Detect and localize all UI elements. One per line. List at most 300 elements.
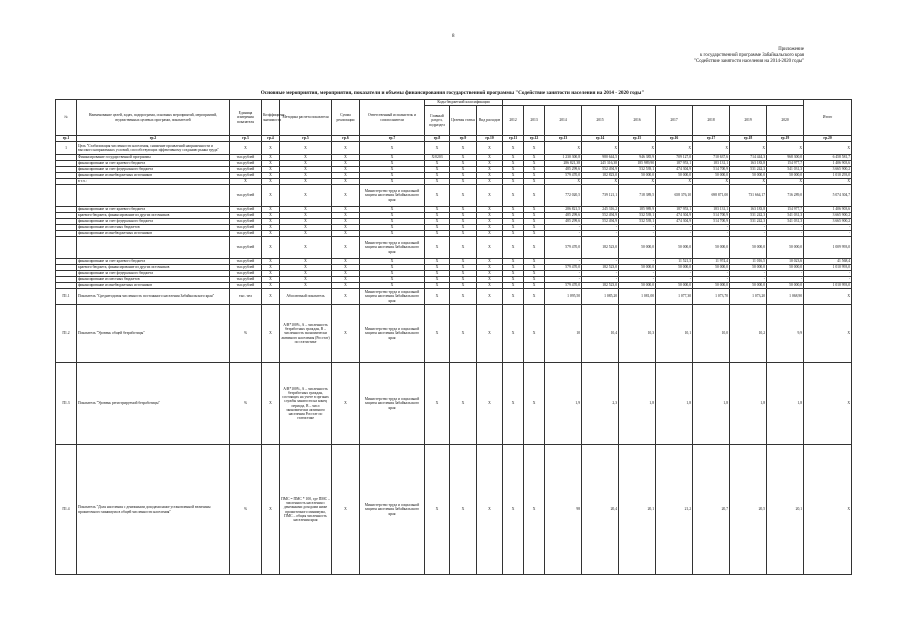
cell-sum: X bbox=[332, 271, 360, 277]
cell-y19: 50 000,0 bbox=[730, 265, 767, 271]
cell-y18: 183 131,1 bbox=[693, 207, 730, 213]
cell-y16: 185 989,9 bbox=[619, 207, 656, 213]
cell-gl: X bbox=[425, 259, 450, 265]
table-row bbox=[56, 142, 852, 155]
cell-y17: 658 376,10 bbox=[656, 185, 693, 207]
cell-tot: 3 665 900,2 bbox=[804, 167, 852, 173]
cell-y14: X bbox=[545, 179, 582, 185]
table-row bbox=[56, 289, 852, 305]
cell-y14: - bbox=[545, 277, 582, 283]
page-number: 8 bbox=[452, 34, 455, 39]
cell-resp: Министерство труда и социальной защиты населения Забайкальского края bbox=[360, 363, 425, 445]
cell-resp: X bbox=[360, 271, 425, 277]
cell-name: Цель "Стабилизация численности населения, снижение проявлений напряженности и высокого напряженных условий, способствующих эффективному созданию рынка труда" bbox=[77, 142, 230, 155]
cell-y20: X bbox=[767, 142, 804, 155]
cell-y20: 968 300,0 bbox=[767, 155, 804, 161]
cell-y19: 50 000,0 bbox=[730, 237, 767, 259]
cell-vr: X bbox=[477, 283, 503, 289]
cell-coef: X bbox=[262, 259, 280, 265]
cell-tot: 41 568,4 bbox=[804, 259, 852, 265]
cell-y15: 739 121,1 bbox=[582, 185, 619, 207]
cell-method: X bbox=[280, 219, 332, 225]
cell-gl: X bbox=[425, 265, 450, 271]
cell-y20: 50 000,0 bbox=[767, 283, 804, 289]
cell-y16: 1 081,00 bbox=[619, 289, 656, 305]
cell-y13: X bbox=[524, 277, 545, 283]
colnum: гр.4 bbox=[262, 136, 280, 142]
cell-y17: 50 000,0 bbox=[656, 283, 693, 289]
cell-y17: - bbox=[656, 271, 693, 277]
cell-y13: X bbox=[524, 207, 545, 213]
table-row bbox=[56, 237, 852, 259]
cell-name: Показатель "Среднегодовая численность постоянного населения Забайкальского края" bbox=[77, 289, 230, 305]
cell-gl: X bbox=[425, 231, 450, 237]
cell-y17: 50 000,0 bbox=[656, 237, 693, 259]
cell-resp: X bbox=[360, 161, 425, 167]
cell-resp: X bbox=[360, 173, 425, 179]
cell-cs: X bbox=[450, 213, 477, 219]
cell-y17: X bbox=[656, 142, 693, 155]
program-table-container bbox=[55, 99, 851, 617]
cell-y20: 541 031,3 bbox=[767, 219, 804, 225]
cell-y12: X bbox=[503, 167, 524, 173]
cell-vr: X bbox=[477, 161, 503, 167]
cell-coef: X bbox=[262, 167, 280, 173]
cell-y16: 10,3 bbox=[619, 305, 656, 363]
cell-y20: 10 023,6 bbox=[767, 259, 804, 265]
cell-y13: X bbox=[524, 363, 545, 445]
cell-unit: тыс.рублей bbox=[230, 185, 262, 207]
cell-sum: X bbox=[332, 283, 360, 289]
cell-y17: - bbox=[656, 277, 693, 283]
colnum: гр.11 bbox=[503, 136, 524, 142]
cell-unit: тыс.рублей bbox=[230, 167, 262, 173]
cell-resp: X bbox=[360, 219, 425, 225]
cell-resp: X bbox=[360, 231, 425, 237]
cell-tot: 6 458 581,7 bbox=[804, 155, 852, 161]
cell-name: Показатель "Уровень регистрируемой безработицы" bbox=[77, 363, 230, 445]
cell-y13: X bbox=[524, 259, 545, 265]
cell-name: в т.ч.: bbox=[77, 179, 230, 185]
cell-y18: 50 000,0 bbox=[693, 283, 730, 289]
cell-method: X bbox=[280, 259, 332, 265]
cell-cs: X bbox=[450, 283, 477, 289]
cell-y16: - bbox=[619, 271, 656, 277]
cell-y19: 531 242,3 bbox=[730, 167, 767, 173]
cell-resp: X bbox=[360, 207, 425, 213]
cell-y13: X bbox=[524, 283, 545, 289]
cell-y18: 710 637,6 bbox=[693, 155, 730, 161]
appendix-line-2: к государственной программе Забайкальского края bbox=[700, 53, 804, 58]
header-year: 2017 bbox=[656, 106, 693, 136]
cell-gl: X bbox=[425, 179, 450, 185]
cell-gl: X bbox=[425, 445, 450, 575]
cell-y14: - bbox=[545, 231, 582, 237]
cell-y12: X bbox=[503, 259, 524, 265]
cell-cs: X bbox=[450, 289, 477, 305]
cell-y16: 532 539,1 bbox=[619, 167, 656, 173]
cell-y16: - bbox=[619, 277, 656, 283]
cell-y16: 532 539,1 bbox=[619, 219, 656, 225]
cell-y12: X bbox=[503, 445, 524, 575]
cell-gl: X bbox=[425, 289, 450, 305]
cell-y13: X bbox=[524, 225, 545, 231]
cell-y16: - bbox=[619, 259, 656, 265]
cell-name: финансирование за счет федерального бюджета bbox=[77, 219, 230, 225]
cell-y12: X bbox=[503, 283, 524, 289]
cell-cs: X bbox=[450, 259, 477, 265]
cell-y12: X bbox=[503, 173, 524, 179]
cell-resp: X bbox=[360, 277, 425, 283]
cell-sum: X bbox=[332, 167, 360, 173]
cell-unit: тыс.рублей bbox=[230, 231, 262, 237]
cell-vr: X bbox=[477, 155, 503, 161]
cell-method: X bbox=[280, 207, 332, 213]
cell-y14: 485 299,6 bbox=[545, 213, 582, 219]
cell-coef: X bbox=[262, 142, 280, 155]
cell-y17: 474 304,9 bbox=[656, 213, 693, 219]
cell-name: финансирование за счет краевого бюджета bbox=[77, 207, 230, 213]
cell-y18: 50 000,0 bbox=[693, 265, 730, 271]
cell-y15: X bbox=[582, 142, 619, 155]
cell-vr: X bbox=[477, 213, 503, 219]
cell-cs: X bbox=[450, 207, 477, 213]
header-year: 2019 bbox=[730, 106, 767, 136]
cell-method: X bbox=[280, 185, 332, 207]
cell-y13: X bbox=[524, 173, 545, 179]
cell-y16: 50 000,0 bbox=[619, 173, 656, 179]
cell-y13: X bbox=[524, 167, 545, 173]
header-year: 2014 bbox=[545, 106, 582, 136]
cell-y13: X bbox=[524, 265, 545, 271]
cell-y13: X bbox=[524, 445, 545, 575]
cell-tot: X bbox=[804, 289, 852, 305]
cell-y15: - bbox=[582, 259, 619, 265]
cell-method: X bbox=[280, 161, 332, 167]
cell-y19: - bbox=[730, 231, 767, 237]
cell-unit: тыс.рублей bbox=[230, 219, 262, 225]
cell-unit: тыс.рублей bbox=[230, 207, 262, 213]
cell-tot: 3 665 900,2 bbox=[804, 213, 852, 219]
cell-y19: 20,5 bbox=[730, 445, 767, 575]
cell-y20: 50 000,0 bbox=[767, 173, 804, 179]
cell-y16: X bbox=[619, 142, 656, 155]
table-row bbox=[56, 445, 852, 575]
cell-method: X bbox=[280, 142, 332, 155]
cell-cs: X bbox=[450, 155, 477, 161]
cell-coef: X bbox=[262, 179, 280, 185]
header-unit: Единица измерения показателя bbox=[230, 100, 262, 136]
cell-no: П1.4 bbox=[56, 445, 77, 575]
cell-method: X bbox=[280, 237, 332, 259]
cell-cs: X bbox=[450, 225, 477, 231]
colnum: гр.2 bbox=[77, 136, 230, 142]
cell-name: финансирование из внебюджетных источников bbox=[77, 283, 230, 289]
colnum: гр.1 bbox=[56, 136, 77, 142]
cell-vr: X bbox=[477, 277, 503, 283]
cell-coef: X bbox=[262, 289, 280, 305]
colnum: гр.15 bbox=[619, 136, 656, 142]
cell-y18: 11 974,4 bbox=[693, 259, 730, 265]
cell-y15: 10,4 bbox=[582, 305, 619, 363]
colnum: гр.13 bbox=[545, 136, 582, 142]
cell-y15: 182 523,0 bbox=[582, 265, 619, 271]
cell-cs: X bbox=[450, 265, 477, 271]
cell-name bbox=[77, 185, 230, 207]
cell-y15: 980 644,5 bbox=[582, 155, 619, 161]
cell-y15: 2,3 bbox=[582, 363, 619, 445]
cell-name: Показатель "Доля населения с денежными доходами ниже установленной величины прожиточного минимума в общей численности населения" bbox=[77, 445, 230, 575]
cell-y19: 1 073,20 bbox=[730, 289, 767, 305]
cell-y18: - bbox=[693, 231, 730, 237]
cell-tot: X bbox=[804, 363, 852, 445]
cell-y14: 485 299,6 bbox=[545, 167, 582, 173]
colnum: гр.20 bbox=[804, 136, 852, 142]
cell-y15: 245 316,38 bbox=[582, 161, 619, 167]
cell-no: 1 bbox=[56, 142, 77, 155]
header-vr: Вид расходов bbox=[477, 106, 503, 136]
cell-method: X bbox=[280, 277, 332, 283]
cell-y16: 532 539,1 bbox=[619, 213, 656, 219]
colnum: гр.7 bbox=[360, 136, 425, 142]
cell-tot: X bbox=[804, 305, 852, 363]
cell-y13: X bbox=[524, 142, 545, 155]
cell-coef: X bbox=[262, 207, 280, 213]
header-coef: Коэффициент значимости bbox=[262, 100, 280, 136]
cell-coef: X bbox=[262, 225, 280, 231]
cell-sum: X bbox=[332, 363, 360, 445]
cell-y13: X bbox=[524, 289, 545, 305]
cell-y18: 514 700,9 bbox=[693, 219, 730, 225]
cell-resp: Министерство труда и социальной защиты населения Забайкальского края bbox=[360, 185, 425, 207]
cell-sum: X bbox=[332, 219, 360, 225]
cell-y13: X bbox=[524, 271, 545, 277]
cell-unit: тыс.рублей bbox=[230, 213, 262, 219]
cell-y17: 1 077,30 bbox=[656, 289, 693, 305]
cell-y20: 1,8 bbox=[767, 363, 804, 445]
cell-cs: X bbox=[450, 185, 477, 207]
table-body bbox=[56, 142, 852, 575]
cell-name bbox=[77, 237, 230, 259]
cell-y12: X bbox=[503, 231, 524, 237]
header-no: № bbox=[56, 100, 77, 136]
cell-no: П1.3 bbox=[56, 363, 77, 445]
cell-y20: 50 000,0 bbox=[767, 237, 804, 259]
cell-unit: X bbox=[230, 179, 262, 185]
cell-name: финансирование за счет краевого бюджета bbox=[77, 259, 230, 265]
cell-method: Абсолютный показатель bbox=[280, 289, 332, 305]
cell-y14: 286 821,5 bbox=[545, 207, 582, 213]
appendix-line-1: Приложение bbox=[778, 47, 804, 52]
cell-cs: X bbox=[450, 305, 477, 363]
cell-y19: 50 000,0 bbox=[730, 283, 767, 289]
cell-y15: - bbox=[582, 277, 619, 283]
cell-name: финансирование из внебюджетных источников bbox=[77, 231, 230, 237]
cell-y16: - bbox=[619, 231, 656, 237]
cell-gl: X bbox=[425, 207, 450, 213]
cell-y12: X bbox=[503, 213, 524, 219]
cell-y15: 182 523,0 bbox=[582, 237, 619, 259]
header-year: 2015 bbox=[582, 106, 619, 136]
cell-y19: 50 000,0 bbox=[730, 173, 767, 179]
cell-y18: 20,7 bbox=[693, 445, 730, 575]
cell-y19: 531 242,3 bbox=[730, 213, 767, 219]
cell-vr: X bbox=[477, 219, 503, 225]
cell-no: П1.1 bbox=[56, 289, 77, 305]
cell-tot: 1 009 993,0 bbox=[804, 237, 852, 259]
cell-y14: 579 470,0 bbox=[545, 237, 582, 259]
cell-coef: X bbox=[262, 155, 280, 161]
cell-cs: X bbox=[450, 231, 477, 237]
table-row bbox=[56, 185, 852, 207]
cell-name: финансирование за счет краевого бюджета bbox=[77, 161, 230, 167]
cell-y13: X bbox=[524, 231, 545, 237]
cell-y19: 1,8 bbox=[730, 363, 767, 445]
cell-y16: 185 989,90 bbox=[619, 161, 656, 167]
colnum: гр.3 bbox=[230, 136, 262, 142]
cell-y19: - bbox=[730, 271, 767, 277]
cell-gl: X bbox=[425, 277, 450, 283]
cell-gl: X bbox=[425, 167, 450, 173]
cell-unit: тыс.рублей bbox=[230, 283, 262, 289]
cell-name: краевого бюджета, финансирование из других источников bbox=[77, 213, 230, 219]
cell-y16: 718 389,5 bbox=[619, 185, 656, 207]
cell-sum: X bbox=[332, 185, 360, 207]
appendix-line-3: "Содействие занятости населения на 2014-2020 годы" bbox=[694, 59, 804, 64]
cell-vr: X bbox=[477, 265, 503, 271]
cell-sum: X bbox=[332, 207, 360, 213]
cell-unit: тыс.рублей bbox=[230, 271, 262, 277]
cell-tot: X bbox=[804, 179, 852, 185]
cell-sum: X bbox=[332, 259, 360, 265]
cell-gl: X bbox=[425, 161, 450, 167]
cell-y13: X bbox=[524, 237, 545, 259]
cell-sum: X bbox=[332, 445, 360, 575]
cell-method: А/В*100%, А – численность безработных граждан, состоящих на учете в органах службы занятости на конец периода, В – числ экономически активного населения Росстат по статистике bbox=[280, 363, 332, 445]
cell-gl: X bbox=[425, 305, 450, 363]
cell-y13: X bbox=[524, 155, 545, 161]
cell-sum: X bbox=[332, 155, 360, 161]
cell-resp: X bbox=[360, 265, 425, 271]
cell-y20: 154 977,7 bbox=[767, 207, 804, 213]
cell-y19: 10,2 bbox=[730, 305, 767, 363]
cell-y17: 11 521,3 bbox=[656, 259, 693, 265]
cell-sum: X bbox=[332, 305, 360, 363]
cell-resp: X bbox=[360, 142, 425, 155]
cell-gl: X bbox=[425, 225, 450, 231]
cell-y20: 1 068,90 bbox=[767, 289, 804, 305]
cell-name: Показатель "Уровень общей безработицы" bbox=[77, 305, 230, 363]
cell-cs: X bbox=[450, 271, 477, 277]
cell-y19: 714 444,3 bbox=[730, 155, 767, 161]
document-title: Основные мероприятия, мероприятия, показатели и объемы финансирования государственной программы "Содействие занятости населения на 2014 - 2020 годы" bbox=[260, 90, 645, 96]
cell-cs: X bbox=[450, 167, 477, 173]
cell-y19: 531 242,3 bbox=[730, 219, 767, 225]
cell-unit: тыс.рублей bbox=[230, 237, 262, 259]
cell-unit: тыс.рублей bbox=[230, 277, 262, 283]
cell-gl: X bbox=[425, 173, 450, 179]
cell-method: X bbox=[280, 213, 332, 219]
cell-y12: X bbox=[503, 179, 524, 185]
cell-y17: 50 000,0 bbox=[656, 173, 693, 179]
cell-y14: 579 470,0 bbox=[545, 283, 582, 289]
cell-y18: 50 000,0 bbox=[693, 237, 730, 259]
cell-y14: - bbox=[545, 225, 582, 231]
cell-cs: X bbox=[450, 445, 477, 575]
cell-gl: X bbox=[425, 363, 450, 445]
colnum: гр.10 bbox=[477, 136, 503, 142]
cell-y20: 50 000,0 bbox=[767, 265, 804, 271]
cell-gl: X bbox=[425, 237, 450, 259]
cell-y16: 50 000,0 bbox=[619, 237, 656, 259]
cell-sum: X bbox=[332, 161, 360, 167]
cell-y16: 50 000,0 bbox=[619, 283, 656, 289]
cell-y13: X bbox=[524, 185, 545, 207]
cell-method: X bbox=[280, 173, 332, 179]
cell-y18: X bbox=[693, 142, 730, 155]
cell-y12: X bbox=[503, 289, 524, 305]
cell-name: финансирование из местных бюджетов bbox=[77, 277, 230, 283]
cell-y15: 552 494,9 bbox=[582, 213, 619, 219]
cell-y20: 154 977,7 bbox=[767, 161, 804, 167]
cell-tot: 1 010 293,0 bbox=[804, 173, 852, 179]
cell-y12: X bbox=[503, 363, 524, 445]
cell-sum: X bbox=[332, 213, 360, 219]
cell-y17: 474 304,9 bbox=[656, 219, 693, 225]
cell-vr: X bbox=[477, 142, 503, 155]
colnum: гр.9 bbox=[450, 136, 477, 142]
colnum: гр.16 bbox=[656, 136, 693, 142]
cell-vr: X bbox=[477, 237, 503, 259]
cell-y17: 10,1 bbox=[656, 305, 693, 363]
cell-vr: X bbox=[477, 289, 503, 305]
cell-y17: - bbox=[656, 225, 693, 231]
cell-y18: 514 700,9 bbox=[693, 167, 730, 173]
cell-y17: 1,8 bbox=[656, 363, 693, 445]
cell-sum: X bbox=[332, 179, 360, 185]
cell-vr: X bbox=[477, 207, 503, 213]
cell-vr: X bbox=[477, 445, 503, 575]
cell-coef: X bbox=[262, 185, 280, 207]
header-method: Методика расчета показателя bbox=[280, 100, 332, 136]
cell-y14: X bbox=[545, 142, 582, 155]
cell-y16: 20,1 bbox=[619, 445, 656, 575]
cell-sum: X bbox=[332, 237, 360, 259]
cell-coef: X bbox=[262, 213, 280, 219]
cell-y19: - bbox=[730, 277, 767, 283]
cell-vr: X bbox=[477, 225, 503, 231]
cell-sum: X bbox=[332, 265, 360, 271]
cell-y14: 485 299,6 bbox=[545, 219, 582, 225]
cell-y16: 946 385,9 bbox=[619, 155, 656, 161]
header-cs: Целевая статья bbox=[450, 106, 477, 136]
cell-method: X bbox=[280, 179, 332, 185]
cell-tot: - bbox=[804, 231, 852, 237]
cell-method: X bbox=[280, 271, 332, 277]
cell-coef: X bbox=[262, 173, 280, 179]
cell-tot: - bbox=[804, 277, 852, 283]
header-year: 2018 bbox=[693, 106, 730, 136]
cell-method: А/В*100%, А – численность безработных граждан, В – численность экономически активного населения (Росстат) по статистике bbox=[280, 305, 332, 363]
cell-y14: - bbox=[545, 259, 582, 265]
cell-method: X bbox=[280, 225, 332, 231]
cell-y19: - bbox=[730, 225, 767, 231]
colnum: гр.8 bbox=[425, 136, 450, 142]
cell-tot: 1 010 993,0 bbox=[804, 283, 852, 289]
cell-vr: X bbox=[477, 179, 503, 185]
cell-y20: 541 031,3 bbox=[767, 167, 804, 173]
cell-y14: 1 230 300,8 bbox=[545, 155, 582, 161]
